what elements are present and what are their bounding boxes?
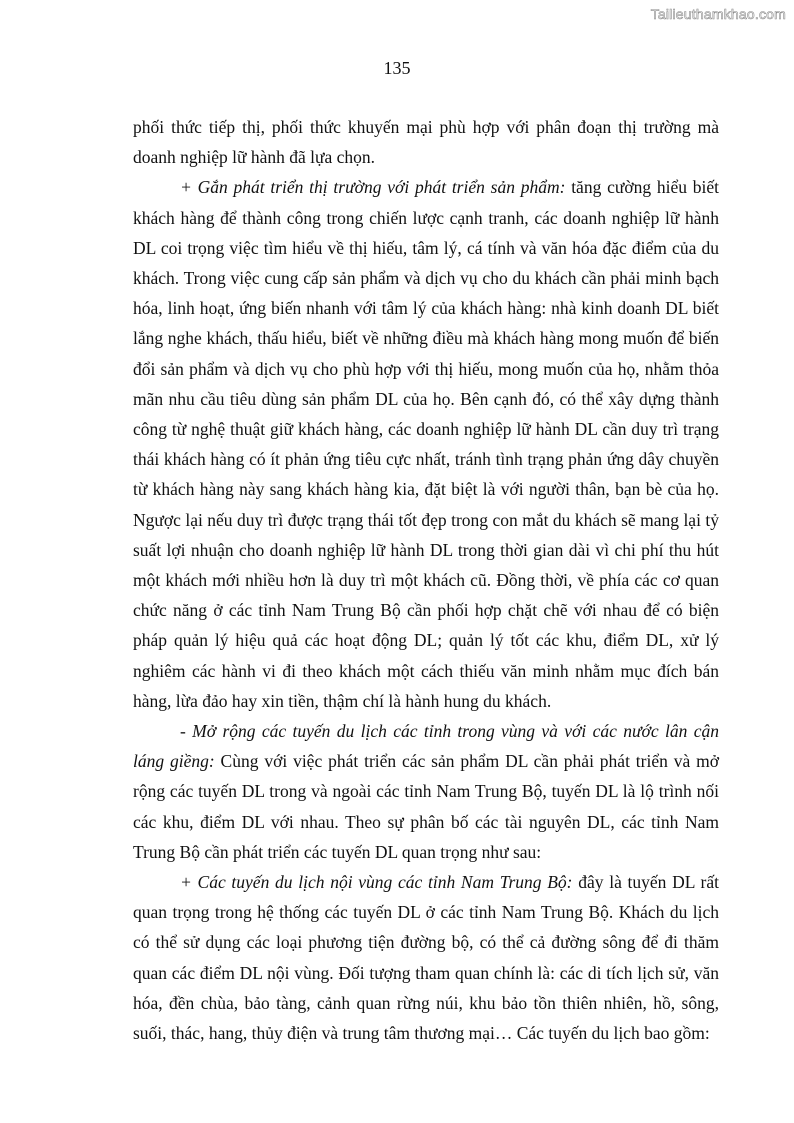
- document-body: [133, 112, 719, 1048]
- paragraph-4-text: đây là tuyến DL rất quan trọng trong hệ thống các tuyến DL ở các tỉnh Nam Trung Bộ. Khách du lịch có thể sử dụng các loại phương tiện đường bộ, có thể cả đường sông để đi thăm quan các điểm DL nội vùng. Đối tượng tham quan chính là: các di tích lịch sử, văn hóa, đền chùa, bảo tàng, cảnh quan rừng núi, khu bảo tồn thiên nhiên, hồ, sông, suối, thác, hang, thủy điện và trung tâm thương mại… Các tuyến du lịch bao gồm:: [133, 872, 719, 1044]
- paragraph-3-heading: - Mở rộng các tuyến du lịch các tỉnh trong vùng và với các nước lân cận láng giềng:: [133, 721, 719, 772]
- paragraph-2-text: tăng cường hiểu biết khách hàng để thành công trong chiến lược cạnh tranh, các doanh nghiệp lữ hành DL coi trọng việc tìm hiểu về thị hiếu, tâm lý, cá tính và văn hóa đặc điểm của du khách. Trong việc cung cấp sản phẩm và dịch vụ cho du khách cần phải minh bạch hóa, linh hoạt, ứng biến nhanh với tâm lý của khách hàng: nhà kinh doanh DL biết lắng nghe khách, thấu hiểu, biết về những điều mà khách hàng mong muốn để biến đổi sản phẩm và dịch vụ cho phù hợp với thị hiếu, mong muốn của họ, nhằm thỏa mãn nhu cầu tiêu dùng sản phẩm DL của họ. Bên cạnh đó, có thể xây dựng thành công từ nghệ thuật giữ khách hàng, các doanh nghiệp lữ hành DL cần duy trì trạng thái khách hàng có ít phản ứng tiêu cực nhất, tránh tình trạng phản ứng dây chuyền từ khách hàng này sang khách hàng kia, đặt biệt là với người thân, bạn bè của họ. Ngược lại nếu duy trì được trạng thái tốt đẹp trong con mắt du khách sẽ mang lại tỷ suất lợi nhuận cho doanh nghiệp lữ hành DL trong thời gian dài vì chi phí thu hút một khách mới nhiều hơn là duy trì một khách cũ. Đồng thời, về phía các cơ quan chức năng ở các tỉnh Nam Trung Bộ cần phối hợp chặt chẽ với nhau để có biện pháp quản lý hiệu quả các hoạt động DL; quản lý tốt các khu, điểm DL, xử lý nghiêm các hành vi đi theo khách một cách thiếu văn minh nhằm mục đích bán hàng, lừa đảo hay xin tiền, thậm chí là hành hung du khách.: [133, 177, 719, 711]
- paragraph-3-text: Cùng với việc phát triển các sản phẩm DL cần phải phát triển và mở rộng các tuyến DL trong và ngoài các tỉnh Nam Trung Bộ, tuyến DL là lộ trình nối các khu, điểm DL với nhau. Theo sự phân bố các tài nguyên DL, các tỉnh Nam Trung Bộ cần phát triển các tuyến DL quan trọng như sau:: [133, 751, 719, 862]
- paragraph-4-heading: + Các tuyến du lịch nội vùng các tỉnh Nam Trung Bộ:: [180, 872, 573, 893]
- page-number: 135: [383, 58, 411, 78]
- watermark: Tailieuthamkhao.com: [650, 6, 786, 22]
- paragraph-1-text: phối thức tiếp thị, phối thức khuyến mại phù hợp với phân đoạn thị trường mà doanh nghiệp lữ hành đã lựa chọn.: [133, 117, 719, 168]
- paragraph-1: [133, 112, 719, 172]
- paragraph-2: [133, 172, 719, 716]
- paragraph-4: [133, 867, 719, 1048]
- paragraph-3: [133, 716, 719, 867]
- paragraph-2-heading: + Gắn phát triển thị trường với phát triển sản phẩm:: [180, 177, 566, 198]
